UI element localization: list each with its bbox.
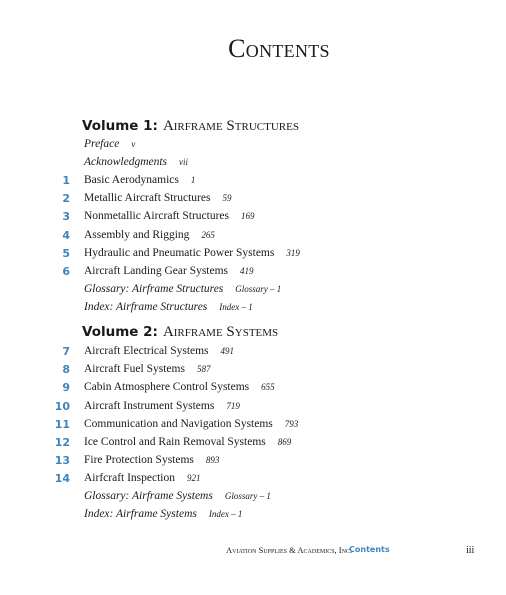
footer-page-number: iii — [466, 545, 475, 556]
toc-entry-chapter-13[interactable] — [0, 454, 506, 470]
page-ref: Glossary – 1 — [224, 491, 271, 501]
chapter-number: 13 — [54, 454, 70, 467]
entry-title: Aircraft Fuel Systems — [84, 363, 185, 375]
page-ref: 587 — [196, 364, 211, 374]
page-ref: 719 — [226, 401, 240, 411]
volume-2-heading — [82, 324, 278, 341]
toc-entry-chapter-9[interactable] — [0, 381, 506, 397]
chapter-number: 8 — [62, 363, 70, 376]
entry-text — [84, 363, 210, 375]
page-ref: Index – 1 — [208, 509, 243, 519]
entry-title: Preface — [84, 138, 120, 150]
entry-title: Glossary: Airframe Systems — [84, 490, 213, 502]
page-ref: 319 — [286, 248, 300, 258]
page-ref: 265 — [201, 230, 215, 240]
toc-entry-chapter-1[interactable] — [0, 174, 506, 190]
toc-entry-glossary-systems[interactable] — [0, 490, 506, 506]
chapter-number: 10 — [54, 400, 70, 413]
chapter-number: 4 — [62, 229, 70, 242]
page-ref: Glossary – 1 — [235, 284, 282, 294]
toc-entry-chapter-11[interactable] — [0, 418, 506, 434]
entry-title: Cabin Atmosphere Control Systems — [84, 381, 250, 393]
page-ref: 169 — [240, 211, 255, 221]
entry-title: Aircraft Instrument Systems — [84, 400, 215, 412]
chapter-number: 11 — [54, 418, 70, 431]
entry-title: Glossary: Airframe Structures — [84, 283, 224, 295]
chapter-number: 9 — [62, 381, 70, 394]
page-ref: v — [131, 139, 136, 149]
chapter-number: 5 — [62, 247, 70, 260]
entry-title: Assembly and Rigging — [84, 229, 190, 241]
entry-title: Fire Protection Systems — [84, 454, 194, 466]
toc-entry-index-structures[interactable] — [0, 301, 506, 317]
entry-text — [84, 265, 254, 277]
page-ref: 793 — [284, 419, 299, 429]
page-ref: 1 — [190, 175, 196, 185]
entry-title: Nonmetallic Aircraft Structures — [84, 210, 229, 222]
toc-entry-chapter-10[interactable] — [0, 400, 506, 416]
volume-1-heading — [82, 118, 299, 135]
entry-text — [84, 192, 231, 204]
chapter-number: 3 — [62, 210, 70, 223]
toc-entry-chapter-4[interactable] — [0, 229, 506, 245]
entry-text — [84, 436, 291, 448]
entry-title: Index: Airframe Systems — [84, 508, 197, 520]
toc-entry-chapter-12[interactable] — [0, 436, 506, 452]
entry-text — [84, 156, 188, 168]
volume-2-label: Volume 2: — [82, 324, 158, 340]
entry-title: Hydraulic and Pneumatic Power Systems — [84, 247, 275, 259]
page-ref: vii — [179, 157, 189, 167]
entry-title: Acknowledgments — [84, 156, 168, 168]
entry-title: Ice Control and Rain Removal Systems — [84, 436, 266, 448]
entry-text — [84, 138, 135, 150]
entry-text — [84, 301, 253, 313]
toc-entry-acknowledgments[interactable] — [0, 156, 506, 172]
page-ref: 655 — [261, 382, 275, 392]
page-ref: 893 — [205, 455, 220, 465]
page-ref: 419 — [240, 266, 254, 276]
page-ref: 59 — [222, 193, 232, 203]
entry-title: Communication and Navigation Systems — [84, 418, 273, 430]
toc-entry-chapter-2[interactable] — [0, 192, 506, 208]
toc-entry-chapter-8[interactable] — [0, 363, 506, 379]
entry-text — [84, 454, 219, 466]
toc-entry-chapter-14[interactable] — [0, 472, 506, 488]
chapter-number: 7 — [62, 345, 70, 358]
entry-title: Basic Aerodynamics — [84, 174, 179, 186]
entry-text — [84, 490, 271, 502]
toc-entry-index-systems[interactable] — [0, 508, 506, 524]
entry-text — [84, 210, 254, 222]
entry-title: Airfcraft Inspection — [84, 472, 176, 484]
page-ref: 869 — [277, 437, 292, 447]
toc-entry-chapter-7[interactable] — [0, 345, 506, 361]
entry-title: Aircraft Landing Gear Systems — [84, 265, 229, 277]
chapter-number: 2 — [62, 192, 70, 205]
entry-title: Metallic Aircraft Structures — [84, 192, 211, 204]
footer-publisher: Aviation Supplies & Academics, Inc. — [226, 545, 353, 555]
volume-2-name: Airframe Systems — [162, 324, 279, 340]
toc-entry-chapter-6[interactable] — [0, 265, 506, 281]
volume-1-name: Airframe Structures — [162, 118, 299, 134]
entry-text — [84, 283, 281, 295]
toc-entry-preface[interactable] — [0, 138, 506, 154]
volume-1-label: Volume 1: — [82, 118, 158, 134]
footer-section-label: Contents — [349, 545, 390, 554]
entry-text — [84, 229, 215, 241]
chapter-number: 1 — [62, 174, 70, 187]
page-ref: 491 — [220, 346, 235, 356]
page-ref: 921 — [187, 473, 201, 483]
entry-text — [84, 345, 234, 357]
page-ref: Index – 1 — [219, 302, 253, 312]
page-title: Contents — [228, 34, 330, 63]
entry-text — [84, 400, 240, 412]
chapter-number: 12 — [54, 436, 70, 449]
toc-entry-chapter-5[interactable] — [0, 247, 506, 263]
entry-title: Aircraft Electrical Systems — [84, 345, 209, 357]
chapter-number: 6 — [62, 265, 70, 278]
entry-text — [84, 508, 242, 520]
entry-text — [84, 381, 275, 393]
entry-text — [84, 418, 298, 430]
toc-entry-glossary-structures[interactable] — [0, 283, 506, 299]
chapter-number: 14 — [54, 472, 70, 485]
entry-text — [84, 247, 300, 259]
entry-title: Index: Airframe Structures — [84, 301, 208, 313]
entry-text — [84, 472, 201, 484]
toc-entry-chapter-3[interactable] — [0, 210, 506, 226]
entry-text — [84, 174, 195, 186]
